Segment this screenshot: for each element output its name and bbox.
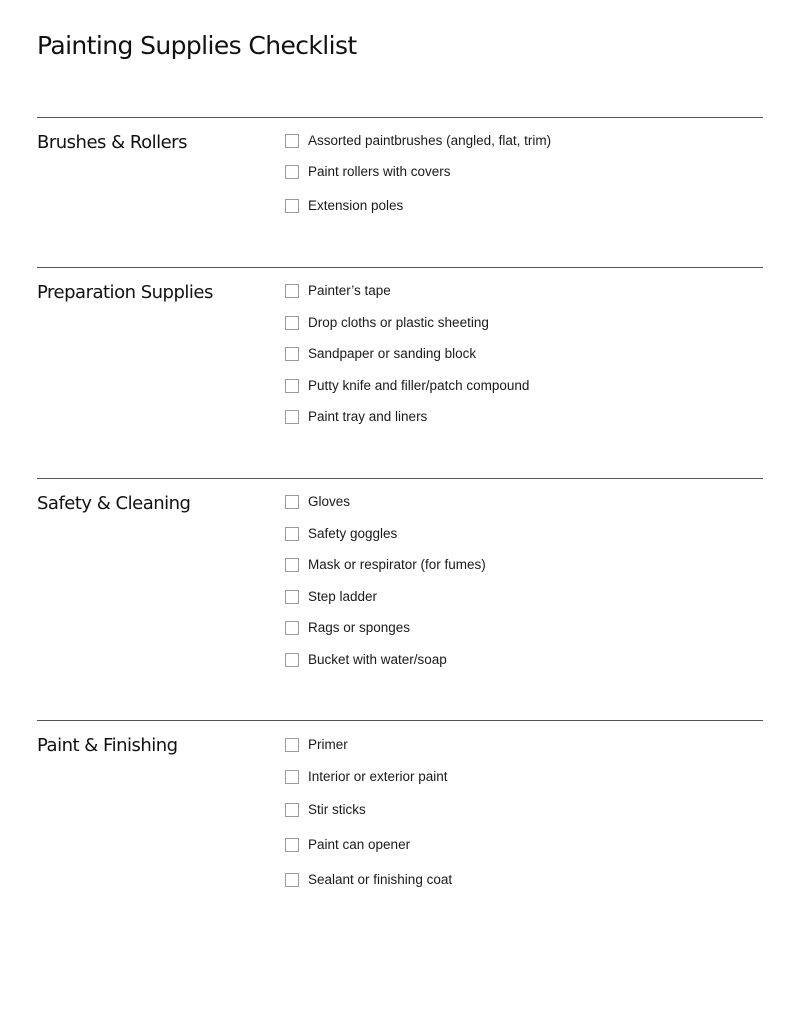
- item-label: Step ladder: [308, 589, 378, 604]
- checklist-item[interactable]: [285, 407, 427, 427]
- checkbox[interactable]: [285, 873, 299, 887]
- checklist-item[interactable]: [285, 492, 350, 512]
- checklist-item[interactable]: [285, 162, 451, 182]
- item-label: Safety goggles: [308, 526, 398, 541]
- item-label: Paint can opener: [308, 837, 411, 852]
- section-preparation-supplies: [37, 267, 763, 424]
- checklist-item[interactable]: [285, 313, 489, 333]
- checklist-item[interactable]: [285, 618, 410, 638]
- checkbox[interactable]: [285, 653, 299, 667]
- checklist-item[interactable]: [285, 800, 366, 820]
- item-label: Primer: [308, 737, 348, 752]
- item-label: Putty knife and filler/patch compound: [308, 378, 530, 393]
- section-brushes-rollers: [37, 117, 763, 213]
- checkbox[interactable]: [285, 199, 299, 213]
- checkbox[interactable]: [285, 527, 299, 541]
- checklist-item[interactable]: [285, 735, 348, 755]
- checklist-item[interactable]: [285, 281, 391, 301]
- checkbox[interactable]: [285, 134, 299, 148]
- checkbox[interactable]: [285, 770, 299, 784]
- item-label: Painter’s tape: [308, 283, 391, 298]
- checklist-item[interactable]: [285, 555, 486, 575]
- checkbox[interactable]: [285, 621, 299, 635]
- item-label: Gloves: [308, 494, 351, 509]
- item-label: Paint rollers with covers: [308, 164, 451, 179]
- item-label: Sealant or finishing coat: [308, 872, 453, 887]
- checkbox[interactable]: [285, 590, 299, 604]
- checklist-item[interactable]: [285, 131, 551, 151]
- item-label: Assorted paintbrushes (angled, flat, trim): [308, 133, 552, 148]
- checkbox[interactable]: [285, 738, 299, 752]
- checkbox[interactable]: [285, 838, 299, 852]
- section-title: Safety & Cleaning: [37, 493, 191, 514]
- checkbox[interactable]: [285, 379, 299, 393]
- checklist-item[interactable]: [285, 376, 529, 396]
- section-title: Paint & Finishing: [37, 735, 178, 756]
- checklist-item[interactable]: [285, 650, 447, 670]
- item-label: Interior or exterior paint: [308, 769, 448, 784]
- checklist-item[interactable]: [285, 767, 448, 787]
- checkbox[interactable]: [285, 165, 299, 179]
- checklist-item[interactable]: [285, 524, 397, 544]
- checkbox[interactable]: [285, 410, 299, 424]
- item-label: Extension poles: [308, 198, 404, 213]
- item-label: Sandpaper or sanding block: [308, 346, 477, 361]
- checkbox[interactable]: [285, 347, 299, 361]
- checklist-item[interactable]: [285, 835, 410, 855]
- item-label: Paint tray and liners: [308, 409, 428, 424]
- item-label: Rags or sponges: [308, 620, 411, 635]
- checklist-item[interactable]: [285, 587, 377, 607]
- checklist-item[interactable]: [285, 870, 452, 890]
- checkbox[interactable]: [285, 803, 299, 817]
- section-paint-finishing: [37, 720, 763, 887]
- checklist-item[interactable]: [285, 344, 476, 364]
- checkbox[interactable]: [285, 558, 299, 572]
- checkbox[interactable]: [285, 316, 299, 330]
- section-title: Preparation Supplies: [37, 282, 213, 303]
- checkbox[interactable]: [285, 495, 299, 509]
- item-label: Mask or respirator (for fumes): [308, 557, 486, 572]
- page-title: Painting Supplies Checklist: [37, 31, 357, 60]
- checklist-item[interactable]: [285, 196, 403, 216]
- item-label: Drop cloths or plastic sheeting: [308, 315, 489, 330]
- checkbox[interactable]: [285, 284, 299, 298]
- item-label: Bucket with water/soap: [308, 652, 447, 667]
- section-title: Brushes & Rollers: [37, 132, 187, 153]
- item-label: Stir sticks: [308, 802, 366, 817]
- section-safety-cleaning: [37, 478, 763, 667]
